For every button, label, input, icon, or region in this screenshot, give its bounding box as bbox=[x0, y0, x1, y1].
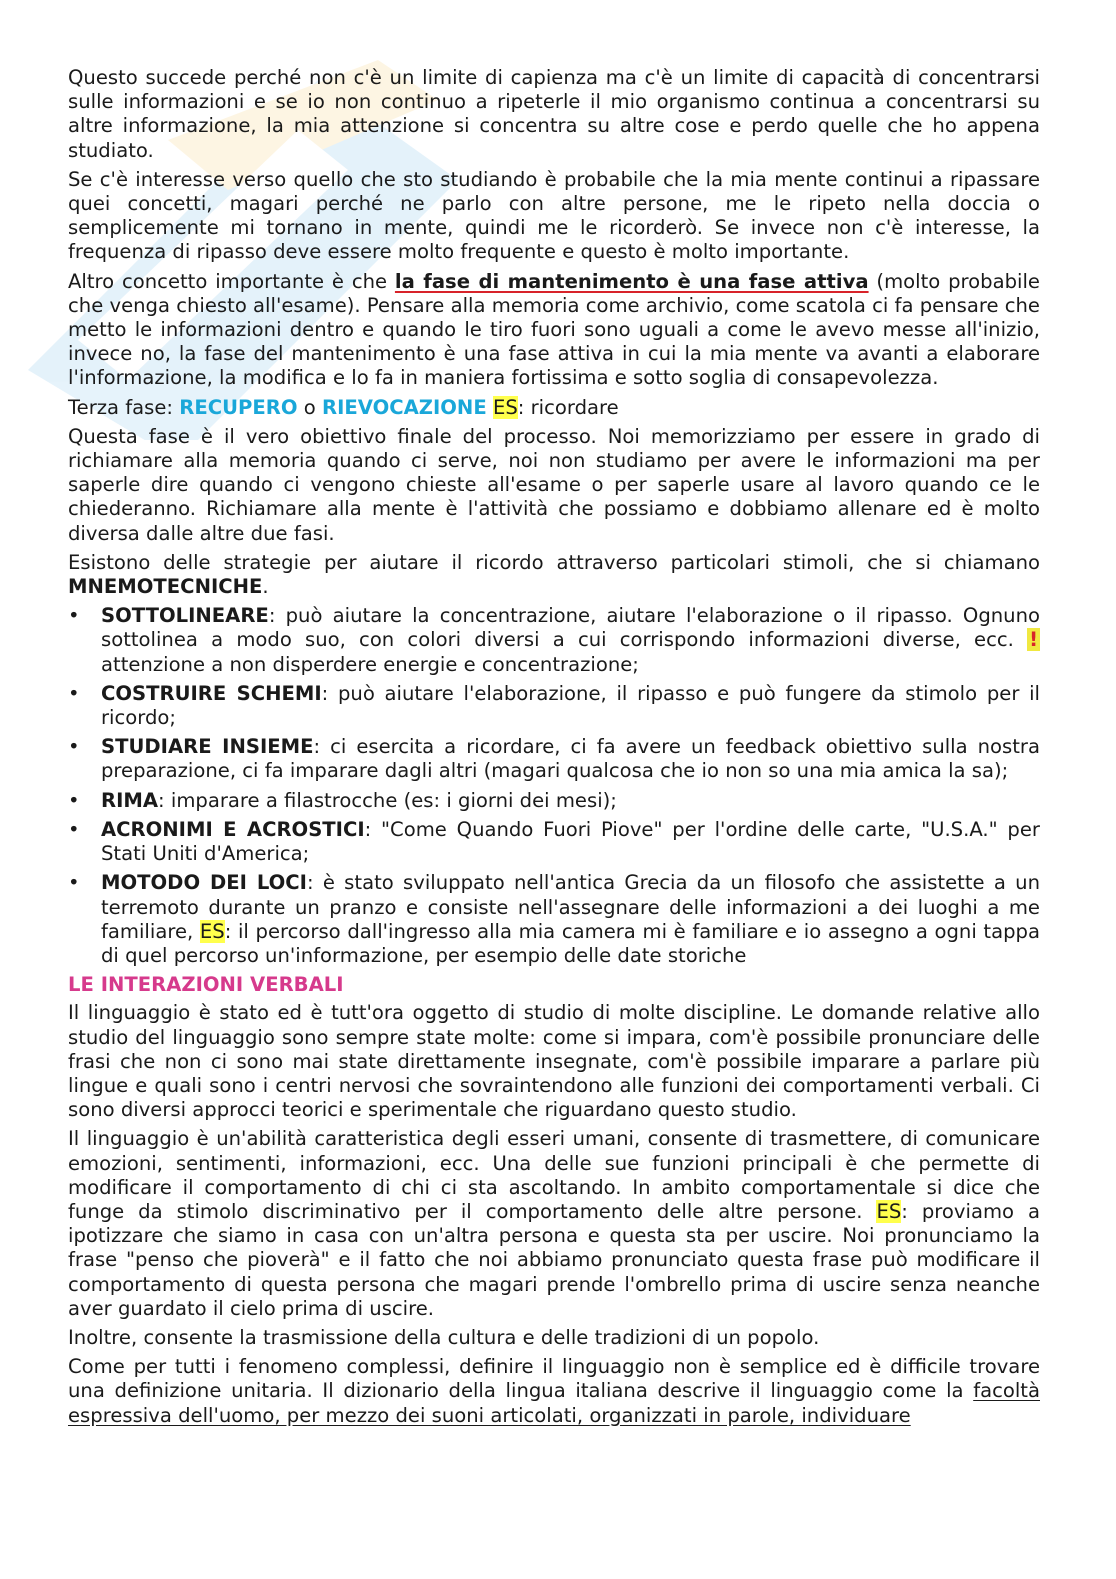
list-item bbox=[68, 604, 1040, 677]
paragraph-text: : ricordare bbox=[517, 395, 619, 419]
paragraph-text: Esistono delle strategie per aiutare il ricordo attraverso particolari stimoli, che si chiamano bbox=[68, 550, 1040, 574]
paragraph-text: : proviamo a ipotizzare che siamo in casa con un'altra persona e questa sta per uscire. Noi pronunciamo la frase "penso che pioverà" e il fatto che noi abbiamo pronunciato questa frase può modificare il comportamento di questa persona che magari prende l'ombrello prima di uscire senza neanche aver guardato il cielo prima di uscire. bbox=[68, 1199, 1040, 1320]
paragraph bbox=[68, 551, 1040, 599]
es-highlight: ES bbox=[492, 395, 518, 419]
term-rievocazione: RIEVOCAZIONE bbox=[322, 395, 487, 419]
paragraph bbox=[68, 1355, 1040, 1428]
strategy-text: : ci esercita a ricordare, ci fa avere un feedback obiettivo sulla nostra preparazione, ci fa imparare dagli altri (magari qualcosa che io non so una mia amica la sa); bbox=[101, 735, 1040, 783]
section-heading: LE INTERAZIONI VERBALI bbox=[68, 973, 344, 997]
strategy-term: COSTRUIRE SCHEMI bbox=[101, 681, 322, 705]
bullet-icon: • bbox=[68, 681, 80, 705]
bullet-icon: • bbox=[68, 788, 80, 812]
es-highlight: ES bbox=[876, 1199, 902, 1223]
list-item bbox=[68, 682, 1040, 730]
strategy-term: STUDIARE INSIEME bbox=[101, 735, 314, 759]
document-page bbox=[68, 66, 1040, 1433]
paragraph: Il linguaggio è stato ed è tutt'ora oggetto di studio di molte discipline. Le domande relative allo studio del linguaggio sono sempre state molte: come si impara, com'è possibile pronunciare delle frasi che non ci sono mai state direttamente insegnate, com'è possibile imparare a parlare più lingue e quali sono i centri nervosi che sovraintendono alle funzioni dei comportamenti verbali. Ci sono diversi approcci teorici e sperimentale che riguardano questo studio. bbox=[68, 1001, 1040, 1122]
strategy-text: : il percorso dall'ingresso alla mia camera mi è familiare e io assegno a ogni tappa di quel percorso un'informazione, per esempio delle date storiche bbox=[101, 919, 1040, 967]
key-concept: la fase di mantenimento è una fase attiva bbox=[394, 269, 869, 293]
strategy-text: : può aiutare l'elaborazione, il ripasso e può fungere da stimolo per il ricordo; bbox=[101, 681, 1040, 730]
paragraph-text: . bbox=[262, 575, 269, 599]
paragraph-text: (molto probabile che venga chiesto all'esame). Pensare alla memoria come archivio, come scatola ci fa pensare che metto le informazioni dentro e quando le tiro fuori sono uguali a come le avevo messe all'inizio, invece no, la fase del mantenimento è una fase attiva in cui la mia mente va avanti a elaborare l'informazione, la modifica e lo fa in maniera fortissima e sotto soglia di consapevolezza. bbox=[68, 269, 1040, 390]
paragraph bbox=[68, 270, 1040, 391]
paragraph: Questa fase è il vero obiettivo finale del processo. Noi memorizziamo per essere in grado di richiamare alla memoria quando ci serve, noi non studiamo per avere le informazioni ma per saperle dire quando ci vengono chieste all'esame o per saperle usare al lavoro quando ce le chiederanno. Richiamare alla mente è l'attività che possiamo e dobbiamo allenare ed è molto diversa dalle altre due fasi. bbox=[68, 424, 1040, 545]
bullet-icon: • bbox=[68, 735, 80, 759]
paragraph bbox=[68, 1127, 1040, 1321]
bullet-icon: • bbox=[68, 604, 80, 628]
strategy-text: : è stato sviluppato nell'antica Grecia da un filosofo che assistette a un terremoto durante un pranzo e consiste nell'assegnare delle informazioni a dei luoghi a me familiare, bbox=[101, 871, 1041, 943]
paragraph-text: Il linguaggio è un'abilità caratteristica degli esseri umani, consente di trasmettere, di comunicare emozioni, sentimenti, informazioni, ecc. Una delle sue funzioni principali è che permette di modificare il comportamento di chi ci sta ascoltando. In ambito comportamentale si dice che funge da stimolo discriminativo per il comportamento delle altre persone. bbox=[68, 1127, 1040, 1223]
list-item bbox=[68, 789, 1040, 813]
paragraph-text: Terza fase: bbox=[68, 395, 180, 419]
paragraph: Se c'è interesse verso quello che sto studiando è probabile che la mia mente continui a ripassare quei concetti, magari perché ne parlo con altre persone, me le ripeto nella doccia o semplicemente mi tornano in mente, quindi me le ricorderò. Se invece non c'è interesse, la frequenza di ripasso deve essere molto frequente e questo è molto importante. bbox=[68, 167, 1040, 264]
strategy-term: ACRONIMI E ACROSTICI bbox=[101, 817, 365, 841]
exclamation-mark: ! bbox=[1029, 628, 1038, 652]
bullet-icon: • bbox=[68, 871, 80, 895]
underlined-definition: facoltà espressiva dell'uomo, per mezzo dei suoni articolati, organizzati in parole, individuare bbox=[68, 1379, 1040, 1427]
strategy-term: SOTTOLINEARE bbox=[101, 604, 269, 628]
paragraph-text: Come per tutti i fenomeno complessi, definire il linguaggio non è semplice ed è difficile trovare una definizione unitaria. Il dizionario della lingua italiana descrive il linguaggio come la bbox=[68, 1355, 1040, 1403]
strategy-term: RIMA bbox=[101, 788, 159, 812]
list-item bbox=[68, 871, 1040, 968]
paragraph-text: Altro concetto importante è che bbox=[68, 269, 395, 293]
phase-title bbox=[68, 396, 1040, 420]
bullet-icon: • bbox=[68, 817, 80, 841]
es-highlight: ES bbox=[199, 919, 225, 943]
paragraph-text: o bbox=[297, 395, 322, 419]
strategy-term: MOTODO DEI LOCI bbox=[101, 871, 307, 895]
paragraph: Questo succede perché non c'è un limite di capienza ma c'è un limite di capacità di concentrarsi sulle informazioni e se io non continuo a ripeterle il mio organismo continua a concentrarsi su altre informazione, la mia attenzione si concentra su altre cose e perdo quelle che ho appena studiato. bbox=[68, 66, 1040, 162]
paragraph: Inoltre, consente la trasmissione della cultura e delle tradizioni di un popolo. bbox=[68, 1325, 820, 1349]
term-recupero: RECUPERO bbox=[179, 395, 298, 419]
strategy-text: attenzione a non disperdere energie e concentrazione; bbox=[101, 652, 639, 676]
strategy-text: : può aiutare la concentrazione, aiutare l'elaborazione o il ripasso. Ognuno sottolinea a modo suo, con colori diversi a cui corrispondo informazioni diverse, ecc. bbox=[101, 604, 1040, 652]
list-item bbox=[68, 735, 1040, 783]
list-item bbox=[68, 818, 1040, 866]
strategies-list bbox=[68, 604, 1040, 968]
strategy-text: : "Come Quando Fuori Piove" per l'ordine delle carte, "U.S.A." per Stati Uniti d'America; bbox=[101, 817, 1040, 866]
strategy-text: : imparare a filastrocche (es: i giorni dei mesi); bbox=[158, 788, 617, 812]
term-mnemotecniche: MNEMOTECNICHE bbox=[68, 575, 263, 599]
